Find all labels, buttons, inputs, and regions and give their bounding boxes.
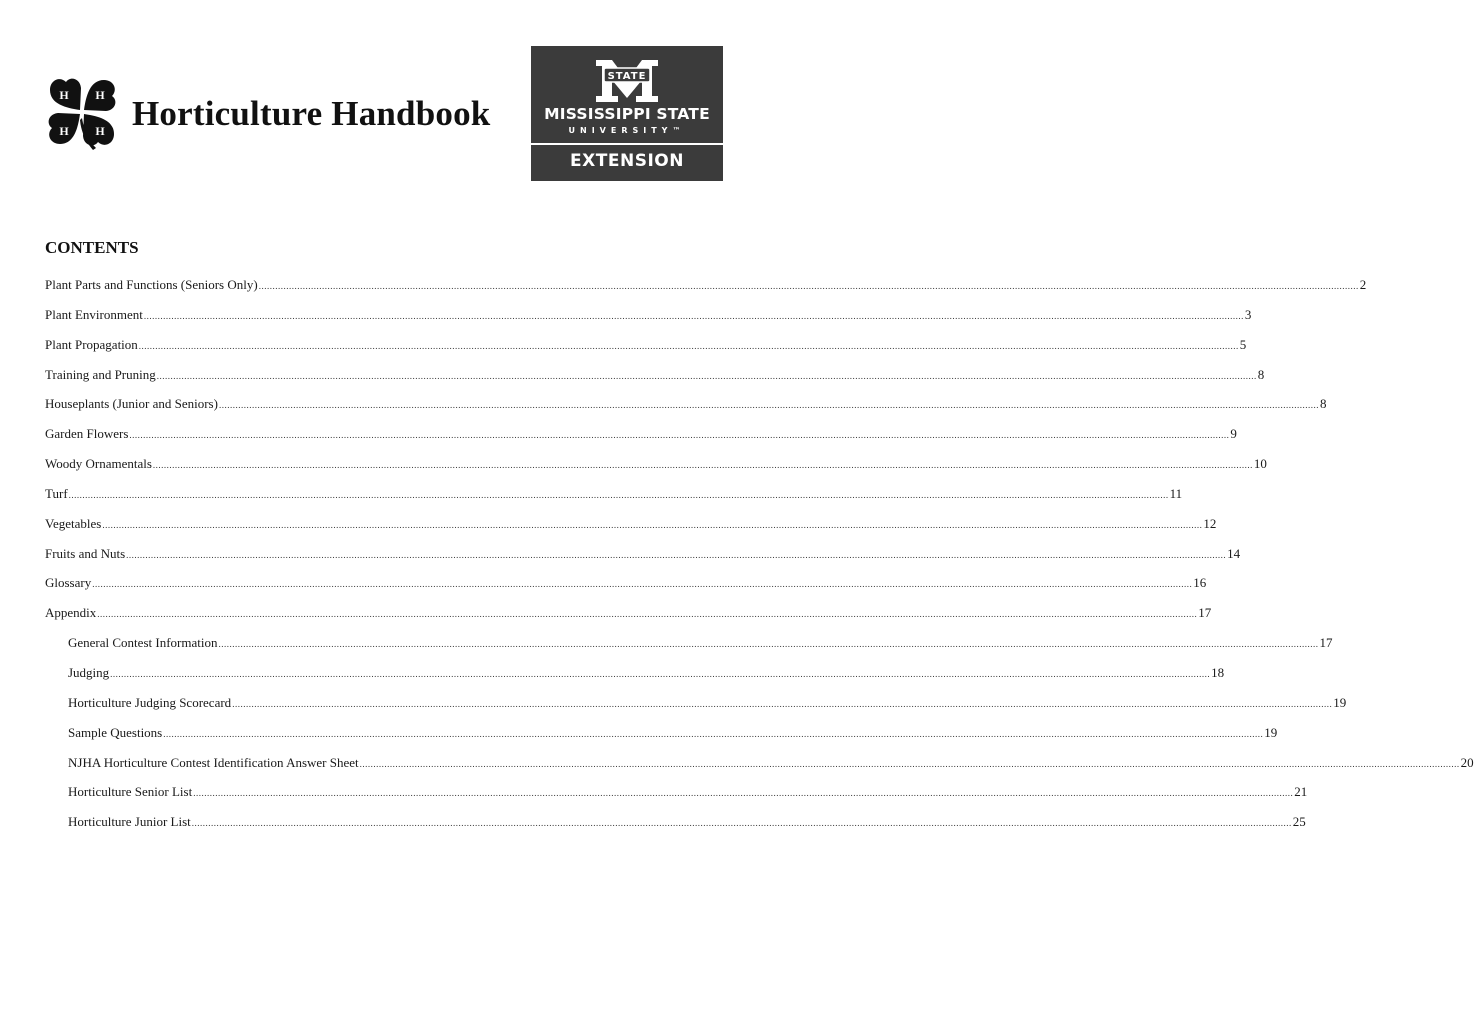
toc-dot-leader: ................................................................................................................................................................................................................................................................................................................................................................................................................ bbox=[193, 788, 1294, 799]
toc-dot-leader: ................................................................................................................................................................................................................................................................................................................................................................................................................ bbox=[102, 519, 1203, 530]
toc-entry-title: Appendix bbox=[45, 605, 97, 621]
table-of-contents bbox=[45, 274, 1474, 841]
toc-dot-leader: ................................................................................................................................................................................................................................................................................................................................................................................................................ bbox=[156, 370, 1257, 381]
toc-entry[interactable] bbox=[45, 513, 1217, 543]
toc-entry[interactable] bbox=[45, 393, 1327, 423]
toc-entry-page: 16 bbox=[1193, 575, 1207, 591]
page-header bbox=[0, 0, 768, 200]
svg-text:H: H bbox=[59, 124, 69, 138]
toc-dot-leader: ................................................................................................................................................................................................................................................................................................................................................................................................................ bbox=[110, 668, 1211, 679]
toc-entry[interactable] bbox=[45, 543, 1241, 573]
toc-entry-title: Fruits and Nuts bbox=[45, 545, 126, 561]
toc-entry-title: Woody Ornamentals bbox=[45, 456, 152, 472]
toc-dot-leader: ................................................................................................................................................................................................................................................................................................................................................................................................................ bbox=[359, 758, 1460, 769]
toc-entry-page: 11 bbox=[1169, 485, 1183, 501]
msu-extension-label: EXTENSION bbox=[570, 151, 684, 171]
toc-entry-title: Plant Parts and Functions (Seniors Only) bbox=[45, 277, 258, 292]
toc-entry-title: Judging bbox=[68, 664, 110, 680]
toc-entry[interactable] bbox=[45, 811, 1306, 841]
toc-entry-title: Glossary bbox=[45, 575, 92, 591]
toc-entry[interactable] bbox=[45, 572, 1207, 602]
toc-entry-title: Turf bbox=[45, 485, 68, 501]
toc-entry[interactable] bbox=[45, 483, 1183, 513]
toc-entry[interactable] bbox=[45, 602, 1212, 632]
toc-entry-page: 17 bbox=[1319, 635, 1333, 651]
toc-entry-page: 19 bbox=[1264, 724, 1278, 740]
msu-extension-logo bbox=[531, 46, 723, 181]
toc-dot-leader: ................................................................................................................................................................................................................................................................................................................................................................................................................ bbox=[218, 400, 1319, 411]
toc-entry-page: 9 bbox=[1230, 426, 1237, 442]
toc-entry-page: 20 bbox=[1460, 754, 1474, 770]
toc-dot-leader: ................................................................................................................................................................................................................................................................................................................................................................................................................ bbox=[152, 460, 1253, 471]
toc-entry-title: Plant Environment bbox=[45, 306, 143, 322]
toc-dot-leader: ................................................................................................................................................................................................................................................................................................................................................................................................................ bbox=[126, 549, 1227, 560]
toc-entry[interactable] bbox=[45, 692, 1347, 722]
svg-text:H: H bbox=[95, 88, 105, 102]
toc-entry[interactable] bbox=[45, 722, 1278, 752]
toc-entry-title: Horticulture Junior List bbox=[68, 814, 191, 830]
toc-entry-page: 3 bbox=[1244, 306, 1252, 322]
toc-dot-leader: ................................................................................................................................................................................................................................................................................................................................................................................................................ bbox=[232, 698, 1333, 709]
toc-entry-title: Plant Propagation bbox=[45, 336, 138, 352]
toc-entry-page: 12 bbox=[1203, 515, 1217, 531]
toc-dot-leader: ................................................................................................................................................................................................................................................................................................................................................................................................................ bbox=[258, 281, 1359, 291]
toc-entry[interactable] bbox=[45, 364, 1265, 394]
toc-dot-leader: ................................................................................................................................................................................................................................................................................................................................................................................................................ bbox=[138, 340, 1239, 351]
toc-entry-page: 5 bbox=[1239, 336, 1247, 352]
toc-entry[interactable] bbox=[45, 662, 1225, 692]
toc-entry-title: General Contest Information bbox=[68, 635, 218, 651]
toc-entry[interactable] bbox=[45, 274, 1367, 304]
toc-entry-title: Garden Flowers bbox=[45, 426, 129, 442]
toc-entry-title: Vegetables bbox=[45, 515, 102, 531]
toc-entry[interactable] bbox=[45, 453, 1267, 483]
contents-heading: CONTENTS bbox=[45, 238, 139, 257]
toc-entry-page: 8 bbox=[1319, 396, 1327, 412]
msu-m-mark-icon bbox=[592, 56, 662, 106]
toc-entry[interactable] bbox=[45, 752, 1474, 782]
toc-dot-leader: ................................................................................................................................................................................................................................................................................................................................................................................................................ bbox=[97, 609, 1198, 620]
toc-entry[interactable] bbox=[45, 304, 1252, 334]
page-title: Horticulture Handbook bbox=[132, 94, 491, 133]
svg-text:H: H bbox=[59, 88, 69, 102]
toc-dot-leader: ................................................................................................................................................................................................................................................................................................................................................................................................................ bbox=[92, 579, 1193, 590]
toc-entry-page: 18 bbox=[1211, 664, 1225, 680]
toc-entry-page: 19 bbox=[1333, 694, 1347, 710]
toc-entry-title: Horticulture Judging Scorecard bbox=[68, 694, 232, 710]
msu-university: UNIVERSITY™ bbox=[568, 126, 686, 135]
toc-entry[interactable] bbox=[45, 423, 1237, 453]
toc-dot-leader: ................................................................................................................................................................................................................................................................................................................................................................................................................ bbox=[163, 728, 1264, 739]
four-h-clover-icon bbox=[44, 74, 120, 150]
msu-mark-text: STATE bbox=[607, 71, 647, 82]
toc-entry[interactable] bbox=[45, 632, 1333, 662]
msu-divider bbox=[531, 143, 723, 145]
toc-entry-title: Horticulture Senior List bbox=[68, 784, 193, 800]
toc-dot-leader: ................................................................................................................................................................................................................................................................................................................................................................................................................ bbox=[129, 430, 1230, 441]
toc-dot-leader: ................................................................................................................................................................................................................................................................................................................................................................................................................ bbox=[143, 310, 1244, 321]
toc-entry[interactable] bbox=[45, 334, 1247, 364]
toc-entry-title: Houseplants (Junior and Seniors) bbox=[45, 396, 218, 412]
toc-entry[interactable] bbox=[45, 781, 1308, 811]
toc-dot-leader: ................................................................................................................................................................................................................................................................................................................................................................................................................ bbox=[191, 818, 1292, 829]
toc-entry-page: 2 bbox=[1359, 277, 1367, 292]
toc-entry-page: 14 bbox=[1227, 545, 1241, 561]
toc-entry-page: 17 bbox=[1198, 605, 1212, 621]
toc-entry-page: 10 bbox=[1253, 456, 1267, 472]
svg-text:H: H bbox=[95, 124, 105, 138]
toc-dot-leader: ................................................................................................................................................................................................................................................................................................................................................................................................................ bbox=[218, 639, 1319, 650]
toc-dot-leader: ................................................................................................................................................................................................................................................................................................................................................................................................................ bbox=[68, 489, 1169, 500]
toc-entry-title: Sample Questions bbox=[68, 724, 163, 740]
toc-entry-page: 8 bbox=[1257, 366, 1265, 382]
toc-entry-page: 21 bbox=[1294, 784, 1308, 800]
toc-entry-title: Training and Pruning bbox=[45, 366, 156, 382]
toc-entry-title: NJHA Horticulture Contest Identification Answer Sheet bbox=[68, 754, 359, 770]
toc-entry-page: 25 bbox=[1292, 814, 1306, 830]
msu-name: MISSISSIPPI STATE bbox=[544, 105, 710, 123]
